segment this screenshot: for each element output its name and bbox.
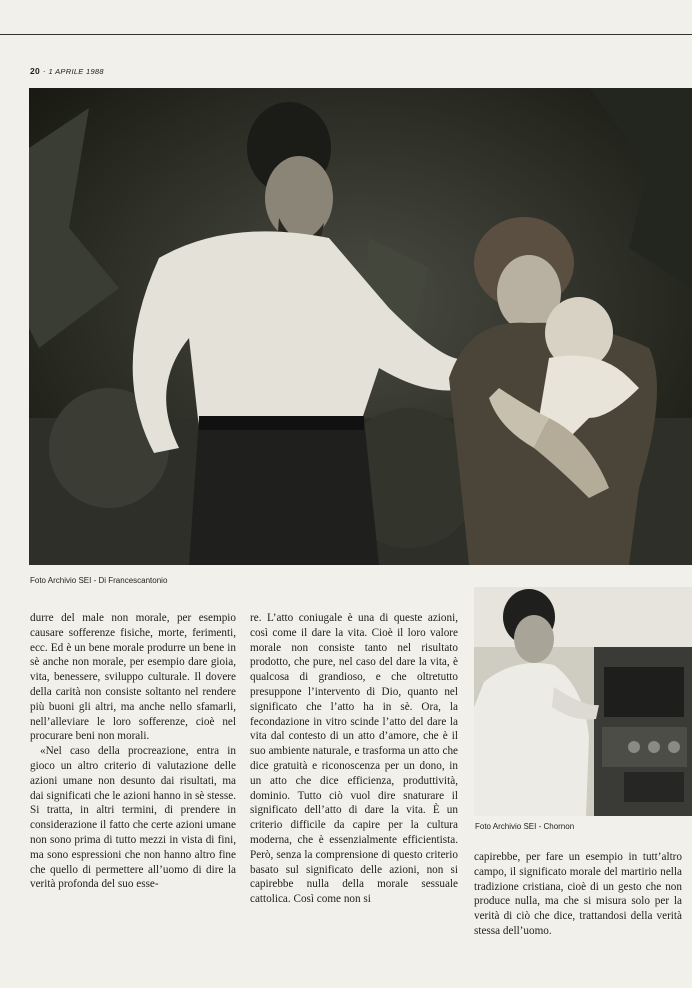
paragraph: durre del male non morale, per esempio causare sofferenze fisiche, morte, ferimenti, ecc. Ed è un bene morale produrre un bene in sè anche non morale, per esempio dare gioia, vita, benessere, sviluppo culturale. Il dovere della carità non consiste soltanto nel rendere più buoni gli altri, ma anche nello sfamarli, nell’alleviare le loro sofferenze, cioè nel procurare beni non morali. bbox=[30, 612, 236, 743]
paragraph: «Nel caso della procreazione, entra in gioco un altro criterio di valutazione delle azioni umane non desunto dai risultati, ma dai significati che le azioni hanno in sè stesse. Si tratta, in altri termini, di prendere in considerazione il fatto che certe azioni umane non sono prima di tutto mezzi in vista di fini, ma sono espressioni che non hanno altro fine che quello di permettere all’uomo di dire la verità profonda del suo esse- bbox=[30, 745, 236, 891]
top-rule bbox=[0, 34, 692, 35]
laboratory-photo-icon bbox=[474, 587, 692, 816]
paragraph: capirebbe, per fare un esempio in tutt’altro campo, il significato morale del martirio nella tradizione cristiana, cioè di un gesto che non produce nulla, ma che si misura solo per la verità di ciò che dice, trattandosi della verità stessa dell’uomo. bbox=[474, 851, 682, 937]
article-column-1 bbox=[30, 611, 236, 892]
main-photo bbox=[29, 88, 692, 565]
article-column-2 bbox=[250, 611, 458, 907]
side-photo-caption: Foto Archivio SEI - Chornon bbox=[475, 822, 575, 831]
paragraph: re. L’atto coniugale è una di queste azioni, così come il dare la vita. Cioè il loro valore morale non consiste tanto nel risultato prodotto, che pure, nel caso del dare la vita, è qualcosa di grandioso, e che oltretutto presuppone l’intervento di Dio, quanto nel significato che l’atto ha in sè. Ora, la fecondazione in vitro scinde l’atto del dare la vita dal contesto di un atto d’amore, che è il suo ambiente naturale, e trasforma un atto che dice gratuità e riconoscenza per un dono, in un atto che dice efficienza, produttività, dominio. Tutto ciò vuol dire snaturare il significato dell’atto di dare la vita. È un criterio difficile da capire per la cultura moderna, che è essenzialmente efficientista. Però, senza la comprensione di questo criterio basato sul significato delle azioni, non si capirebbe nulla della morale sessuale cattolica. Così come non si bbox=[250, 612, 458, 906]
article-column-3 bbox=[474, 850, 682, 939]
main-photo-caption: Foto Archivio SEI - Di Francescantonio bbox=[30, 576, 168, 585]
page-number: 20 bbox=[30, 66, 41, 76]
side-photo bbox=[474, 587, 692, 816]
family-photo-icon bbox=[29, 88, 692, 565]
page-header bbox=[30, 66, 104, 76]
header-separator: · bbox=[42, 66, 46, 76]
issue-date: 1 APRILE 1988 bbox=[48, 67, 104, 76]
